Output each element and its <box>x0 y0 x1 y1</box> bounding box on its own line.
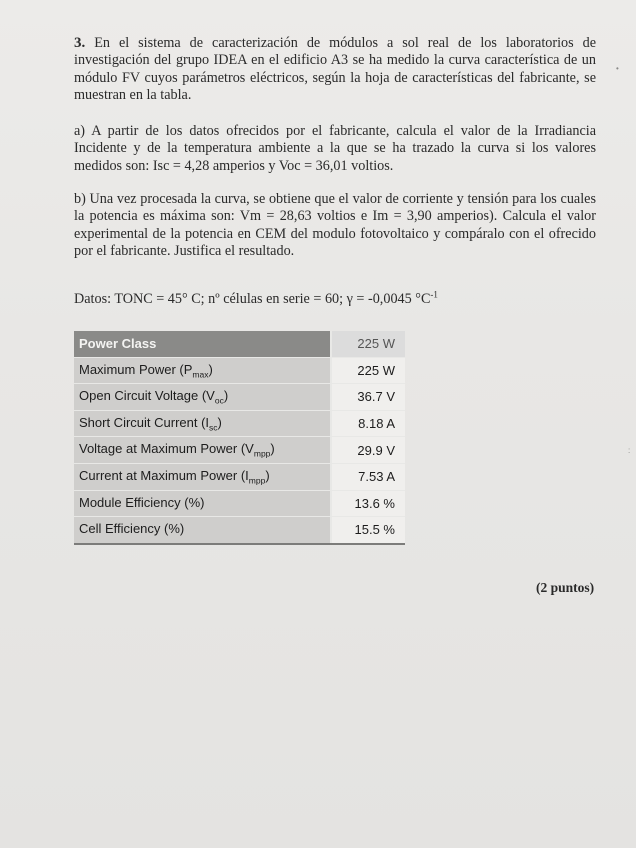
table-row <box>74 490 405 517</box>
row-label: Short Circuit Current $(I_{sc})$ <box>74 410 331 437</box>
part-a-text: a) A partir de los datos ofrecidos por el fabricante, calcula el valor de la Irradiancia Incidente y de la temperatura ambiente a la que se ha trazado la curva si los valores medidos son: Isc = 4,28 amperios y Voc = 36,01 voltios. <box>74 123 596 174</box>
row-label: Current at Maximum Power $(I_{mpp})$ <box>74 463 331 490</box>
margin-mark: : <box>628 446 631 455</box>
table-row <box>74 357 405 384</box>
table-row <box>74 410 405 437</box>
module-specs-table <box>74 331 405 545</box>
margin-mark: • <box>616 64 619 73</box>
row-value: 15.5 % <box>331 517 405 544</box>
row-value: 7.53 A <box>331 463 405 490</box>
row-value: 36.7 V <box>331 384 405 411</box>
datos-text: Datos: TONC = 45° C; nº células en serie = 60; γ = -0,0045 °C <box>74 291 431 307</box>
datos-exponent: -1 <box>430 289 438 300</box>
row-value: 225 W <box>331 357 405 384</box>
part-b-text: b) Una vez procesada la curva, se obtiene que el valor de corriente y tensión para los cuales la potencia es máxima son: Vm = 28,63 voltios e Im = 3,90 amperios). Calcula el valor experimental de la potencia en CEM del modulo fotovoltaico y compáralo con el ofrecido por el fabricante. Justifica el resultado. <box>74 191 596 260</box>
question-number: 3. <box>74 35 86 51</box>
question-intro <box>74 35 596 105</box>
header-label: Power Class <box>74 331 331 357</box>
question-intro-text: En el sistema de caracterización de módulos a sol real de los laboratorios de investigación del grupo IDEA en el edificio A3 se ha medido la curva característica de un módulo FV cuyos parámetros eléctricos, según la hoja de características del fabricante, se muestran en la tabla. <box>74 35 597 104</box>
row-label: Cell Efficiency (%) <box>74 517 331 544</box>
row-label: Voltage at Maximum Power $(V_{mpp})$ <box>74 437 331 464</box>
row-label: Open Circuit Voltage $(V_{oc})$ <box>74 384 331 411</box>
row-value: 8.18 A <box>331 410 405 437</box>
row-label: Maximum Power $(P_{max})$ <box>74 357 331 384</box>
points-label: (2 puntos) <box>536 580 595 595</box>
table-header-row <box>74 331 405 357</box>
row-value: 29.9 V <box>331 437 405 464</box>
row-label: Module Efficiency (%) <box>74 490 331 517</box>
table-row <box>74 384 405 411</box>
row-value: 13.6 % <box>331 490 405 517</box>
header-value: 225 W <box>331 331 405 357</box>
datos-line <box>74 291 438 308</box>
table-row <box>74 463 405 490</box>
table-row <box>74 437 405 464</box>
table-row <box>74 517 405 544</box>
